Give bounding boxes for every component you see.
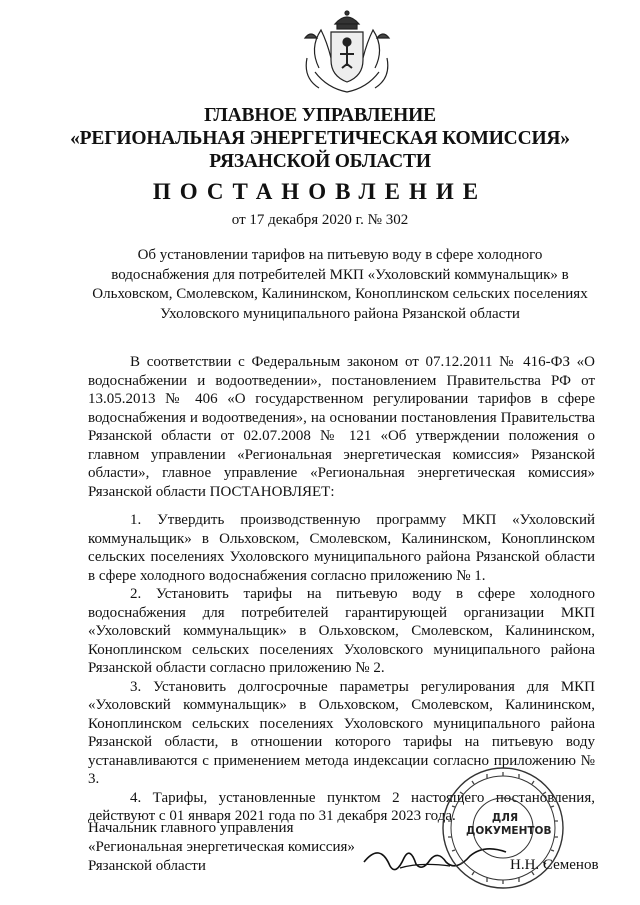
- stamp-text: [466, 812, 552, 838]
- organization-header: [0, 104, 640, 173]
- document-title: ПОСТАНОВЛЕНИЕ: [152, 179, 488, 204]
- document-date: от 17 декабря 2020 г. № 302: [231, 212, 409, 228]
- signatory-line: «Региональная энергетическая комиссия»: [88, 839, 355, 855]
- stamp-line: ДОКУМЕНТОВ: [466, 825, 552, 837]
- organization-line: «РЕГИОНАЛЬНАЯ ЭНЕРГЕТИЧЕСКАЯ КОМИССИЯ»: [70, 128, 570, 149]
- resolution-item: 1. Утвердить производственную программу МКП «Ухоловский коммунальщик» в Ольховском, Смолевском, Калининском, Коноплинском сельских поселениях Ухоловского муниципального района Рязанской области в сфере холодного водоснабжения согласно приложению № 1.: [88, 512, 595, 584]
- subject-line: водоснабжения для потребителей МКП «Ухоловский коммунальщик» в: [111, 266, 569, 283]
- resolution-item: 2. Установить тарифы на питьевую воду в сфере холодного водоснабжения для потребителей гарантирующей организации МКП «Ухоловский коммунальщик» в Ольховском, Смолевском, Калининском, Коноплинском сельских поселениях Ухоловского муниципального района Рязанской области согласно приложению № 2.: [88, 586, 595, 676]
- organization-line: РЯЗАНСКОЙ ОБЛАСТИ: [209, 151, 431, 172]
- subject-line: Об установлении тарифов на питьевую воду в сфере холодного: [137, 247, 543, 263]
- subject-line: Ольховском, Смолевском, Калининском, Коноплинском сельских поселениях: [92, 286, 588, 302]
- coat-of-arms-emblem: [297, 8, 397, 96]
- organization-line: ГЛАВНОЕ УПРАВЛЕНИЕ: [204, 105, 436, 126]
- resolution-item: 4. Тарифы, установленные пунктом 2 настоящего постановления, действуют с 01 января 2021 года по 31 декабря 2023 года.: [88, 789, 595, 824]
- document-subject: [60, 246, 620, 324]
- signatory-line: Рязанской области: [88, 858, 206, 874]
- signatory-name: Н.Н. Семенов: [510, 857, 599, 873]
- resolution-item: 3. Установить долгосрочные параметры регулирования для МКП «Ухоловский коммунальщик» в Ольховском, Смолевском, Калининском, Коноплинском сельских поселениях Ухоловского муниципального района Рязанской области, в отношении которого тарифы на питьевую воду устанавливаются с применением метода индексации согласно приложению № 3.: [88, 678, 595, 787]
- subject-line: Ухоловского муниципального района Рязанской области: [160, 305, 520, 322]
- signatory-title: [88, 819, 355, 876]
- stamp-line: ДЛЯ: [491, 812, 519, 824]
- signatory-line: Начальник главного управления: [88, 820, 294, 836]
- preamble-paragraph: В соответствии с Федеральным законом от 07.12.2011 № 416-ФЗ «О водоснабжении и водоотведении», постановлением Правительства РФ от 13.05.2013 № 406 «О государственном регулировании тарифов в сфере водоснабжения и водоотведения», на основании постановления Правительства Рязанской области от 02.07.2008 № 121 «Об утверждении положения о главном управлении «Региональная энергетическая комиссия» Рязанской области», главное управление «Региональная энергетическая комиссия» Рязанской области ПОСТАНОВЛЯЕТ:: [88, 354, 595, 500]
